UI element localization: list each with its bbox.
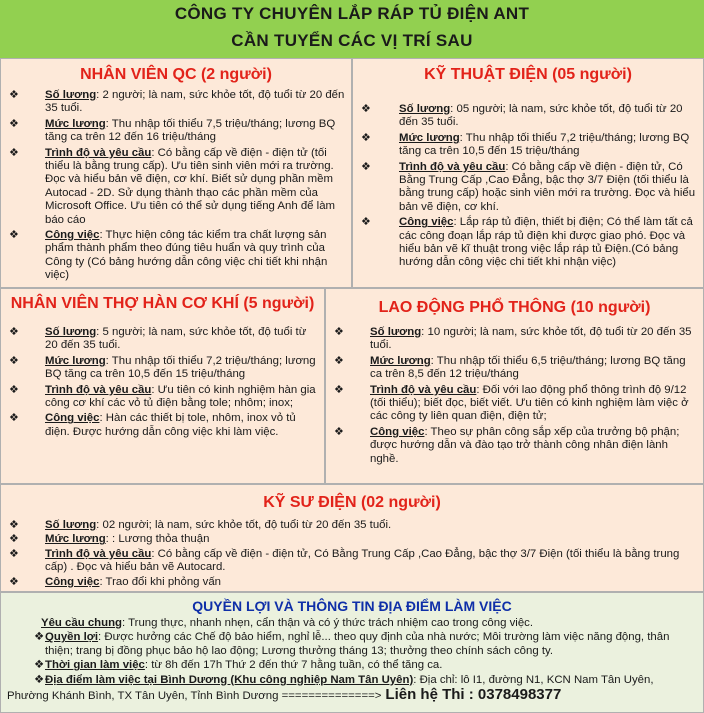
diamond-bullet-icon: ❖ bbox=[9, 89, 19, 101]
diamond-bullet-icon: ❖ bbox=[34, 673, 45, 686]
item-label: Trình độ và yêu cầu bbox=[45, 547, 152, 560]
list-item bbox=[1, 147, 351, 227]
diamond-bullet-icon: ❖ bbox=[9, 326, 19, 338]
diamond-bullet-icon: ❖ bbox=[9, 412, 19, 425]
list-item bbox=[1, 576, 703, 589]
diamond-bullet-icon: ❖ bbox=[361, 216, 371, 229]
list-item bbox=[326, 426, 703, 466]
item-text: : : Lương thỏa thuận bbox=[105, 533, 210, 546]
item-label: Trình độ và yêu cầu bbox=[370, 383, 477, 396]
work-location-cont bbox=[1, 688, 703, 703]
diamond-bullet-icon: ❖ bbox=[34, 659, 45, 672]
list-item bbox=[1, 118, 351, 145]
section-title: NHÂN VIÊN THỢ HÀN CƠ KHÍ (5 người) bbox=[10, 295, 315, 312]
working-time bbox=[1, 659, 703, 672]
section-title: NHÂN VIÊN QC (2 người) bbox=[80, 66, 272, 83]
list-item bbox=[1, 548, 703, 575]
item-text: : 10 người; là nam, sức khỏe tốt, độ tuổi từ 20 đến 35 tuổi. bbox=[370, 326, 692, 352]
item-text: : Có bằng cấp về điện - điện tử, Có Bằng Trung Cấp ,Cao Đẳng, bậc thợ 3/7 Điện (tối thiểu là bằng trung cấp) hoặc sinh viên mới ra trường. Đọc và hiểu bản vẽ điện, cơ khí. bbox=[399, 160, 696, 213]
item-label: Thời gian làm việc bbox=[45, 659, 145, 672]
diamond-bullet-icon: ❖ bbox=[9, 117, 19, 130]
list-item bbox=[1, 89, 351, 116]
item-text: : Ưu tiên có kinh nghiệm hàn gia công cơ khí các vỏ tủ điện bằng tole; nhôm; inox; bbox=[45, 383, 316, 410]
item-text: : Thu nhập tối thiểu 6,5 triệu/tháng; lương BQ tăng ca trên 8,5 đến 12 triệu/tháng bbox=[370, 354, 686, 381]
section-title: LAO ĐỘNG PHỔ THÔNG (10 người) bbox=[378, 299, 651, 316]
list-item bbox=[1, 229, 351, 283]
item-label: Trình độ và yêu cầu bbox=[399, 160, 506, 173]
item-label: Địa điểm làm việc tại Bình Dương (Khu công nghiệp Nam Tân Uyên) bbox=[45, 673, 414, 686]
list-item bbox=[326, 384, 703, 424]
item-list bbox=[353, 103, 703, 270]
diamond-bullet-icon: ❖ bbox=[9, 547, 19, 560]
item-label: Số lương bbox=[45, 519, 97, 531]
item-text: : Đối với lao động phổ thông trình độ 9/12 (tối thiểu); biết đọc, biết viết. Ưu tiên có kinh nghiệm làm việc ở các công ty liên quan điện, điện tử; bbox=[370, 383, 689, 423]
list-item bbox=[353, 132, 703, 159]
diamond-bullet-icon: ❖ bbox=[9, 533, 19, 546]
diamond-bullet-icon: ❖ bbox=[9, 146, 19, 159]
item-text: : Thu nhập tối thiểu 7,2 triệu/tháng; lương BQ tăng ca trên 10,5 đến 15 triệu/tháng bbox=[399, 131, 690, 158]
item-list bbox=[326, 326, 703, 466]
item-list bbox=[1, 326, 324, 439]
item-text: : Được hưởng các Chế độ bảo hiểm, nghỉ lễ... theo quy định của nhà nước; Môi trường làm việc năng động, thân thiện; trang bị đồng phục bảo hộ lao động; Lương thưởng tháng 13; thưởng theo chính sách công ty. bbox=[45, 631, 670, 657]
item-label: Mức lương bbox=[45, 354, 106, 367]
item-list bbox=[1, 89, 351, 283]
diamond-bullet-icon: ❖ bbox=[9, 383, 19, 396]
item-text: : Hàn các thiết bị tole, nhôm, inox vỏ tủ điện. Được hướng dẫn công việc khi làm việc. bbox=[45, 412, 296, 438]
item-text: : Thu nhập tối thiểu 7,2 triệu/tháng; lương BQ tăng ca trên 10,5 đến 15 triệu/tháng bbox=[45, 354, 316, 381]
item-text: : Có bằng cấp về điện - điện tử, Có Bằng Trung Cấp ,Cao Đẳng, bậc thợ 3/7 Điện (tối thiểu là bằng trung cấp) . Đọc và hiểu bản vẽ Autocard. bbox=[45, 547, 680, 574]
item-text: : 02 người; là nam, sức khỏe tốt, độ tuổi từ 20 đến 35 tuổi. bbox=[96, 519, 392, 531]
diamond-bullet-icon: ❖ bbox=[9, 575, 19, 588]
work-location bbox=[1, 674, 703, 687]
item-label: Số lương bbox=[370, 326, 422, 338]
list-item bbox=[1, 412, 324, 439]
contact-info: Liên hệ Thi : 0378498377 bbox=[385, 686, 562, 704]
item-text: : Trao đổi khi phỏng vấn bbox=[99, 575, 222, 588]
item-text: : Thu nhập tối thiểu 7,5 triệu/tháng; lương BQ tăng ca trên 12 đến 16 triệu/tháng bbox=[45, 117, 336, 144]
diamond-bullet-icon: ❖ bbox=[9, 229, 19, 242]
recruit-subtitle: CẦN TUYỂN CÁC VỊ TRÍ SAU bbox=[231, 31, 473, 50]
item-label: Số lương bbox=[45, 326, 97, 338]
item-label: Số lương bbox=[399, 103, 451, 115]
item-text: : 05 người; là nam, sức khỏe tốt, độ tuổi từ 20 đến 35 tuổi. bbox=[399, 103, 683, 129]
section-ky-su-dien bbox=[0, 484, 704, 592]
item-label: Yêu cầu chung bbox=[41, 617, 123, 629]
diamond-bullet-icon: ❖ bbox=[334, 354, 344, 367]
diamond-bullet-icon: ❖ bbox=[361, 103, 371, 115]
list-item bbox=[353, 161, 703, 215]
section-quyen-loi bbox=[0, 592, 704, 713]
company-title: CÔNG TY CHUYÊN LẮP RÁP TỦ ĐIỆN ANT bbox=[174, 4, 530, 23]
section-tho-han bbox=[0, 288, 325, 484]
item-text: : Theo sự phân công sắp xếp của trưởng bộ phận; được hướng dẫn và đào tạo trở thành công nhân điện lành nghề. bbox=[370, 425, 680, 465]
item-text: : 5 người; là nam, sức khỏe tốt, độ tuổi từ 20 đến 35 tuổi. bbox=[45, 326, 307, 352]
list-item bbox=[1, 355, 324, 382]
list-item bbox=[353, 103, 703, 130]
item-label: Công việc bbox=[45, 575, 100, 588]
item-label: Số lương bbox=[45, 89, 97, 101]
item-label: Mức lương bbox=[45, 533, 106, 546]
item-text: : 2 người; là nam, sức khỏe tốt, độ tuổi từ 20 đến 35 tuổi. bbox=[45, 89, 345, 115]
section-qc bbox=[0, 58, 352, 288]
item-label: Mức lương bbox=[399, 131, 460, 144]
item-label: Mức lương bbox=[45, 117, 106, 130]
item-text: Phường Khánh Bình, TX Tân Uyên, Tỉnh Bình Dương ==============> bbox=[7, 690, 382, 703]
diamond-bullet-icon: ❖ bbox=[334, 383, 344, 396]
item-label: Quyền lợi bbox=[45, 631, 99, 644]
list-item bbox=[326, 326, 703, 353]
diamond-bullet-icon: ❖ bbox=[9, 354, 19, 367]
section-ky-thuat-dien bbox=[352, 58, 704, 288]
section-title: QUYỀN LỢI VÀ THÔNG TIN ĐỊA ĐIỂM LÀM VIỆC bbox=[192, 598, 512, 614]
list-item bbox=[1, 326, 324, 353]
item-text: : Địa chỉ: lô I1, đường N1, KCN Nam Tân Uyên, bbox=[413, 673, 654, 686]
diamond-bullet-icon: ❖ bbox=[9, 519, 19, 531]
item-text: : Lắp ráp tủ điện, thiết bị điện; Có thể làm tất cả các công đoạn lắp ráp tủ điện khi được giao phó. Đọc và hiểu bản vẽ kĩ thuật trong việc lắp ráp tủ Điện.(Có bảng hướng dẫn công việc chi tiết khi nhận việc) bbox=[399, 216, 693, 269]
diamond-bullet-icon: ❖ bbox=[334, 326, 344, 338]
diamond-bullet-icon: ❖ bbox=[361, 160, 371, 173]
item-label: Trình độ và yêu cầu bbox=[45, 383, 152, 396]
section-title: KỸ THUẬT ĐIỆN (05 người) bbox=[424, 66, 632, 83]
item-text: : từ 8h đến 17h Thứ 2 đến thứ 7 hằng tuần, có thể tăng ca. bbox=[144, 659, 443, 672]
list-item bbox=[1, 384, 324, 411]
section-title: KỸ SƯ ĐIỆN (02 người) bbox=[263, 494, 441, 511]
benefits bbox=[1, 631, 703, 658]
diamond-bullet-icon: ❖ bbox=[361, 131, 371, 144]
item-label: Công việc bbox=[45, 412, 100, 425]
item-text: : Có bằng cấp về điện - điện tử (tối thiểu là bằng trung cấp). Ưu tiên sinh viên mới ra trường. Đọc và hiểu bản vẽ điện, cơ khí. Biết sử dụng phần mềm Autocad - 2D. Sử dụng thành thạo các phần mềm của Microsoft Office. Ưu tiên có thể sử dụng tiếng Anh để làm báo cáo bbox=[45, 146, 336, 226]
item-label: Mức lương bbox=[370, 354, 431, 367]
section-lao-dong-pho-thong bbox=[325, 288, 704, 484]
item-list bbox=[1, 519, 703, 589]
list-item bbox=[1, 533, 703, 546]
list-item bbox=[353, 216, 703, 270]
item-label: Trình độ và yêu cầu bbox=[45, 146, 152, 159]
item-label: Công việc bbox=[370, 425, 425, 438]
item-text: : Trung thực, nhanh nhẹn, cẩn thận và có ý thức trách nhiệm cao trong công việc. bbox=[122, 617, 534, 629]
general-requirement bbox=[1, 617, 703, 630]
item-label: Công việc bbox=[45, 229, 100, 242]
list-item bbox=[1, 519, 703, 532]
item-label: Công việc bbox=[399, 216, 454, 229]
item-text: : Thực hiện công tác kiểm tra chất lượng sản phẩm thành phẩm theo đúng tiêu huẩn và quy trình của Công ty (Có bảng hướng dẫn công việc chi tiết khi nhận việc) bbox=[45, 229, 328, 282]
diamond-bullet-icon: ❖ bbox=[334, 425, 344, 438]
header-banner bbox=[0, 0, 704, 58]
diamond-bullet-icon: ❖ bbox=[34, 631, 45, 644]
list-item bbox=[326, 355, 703, 382]
